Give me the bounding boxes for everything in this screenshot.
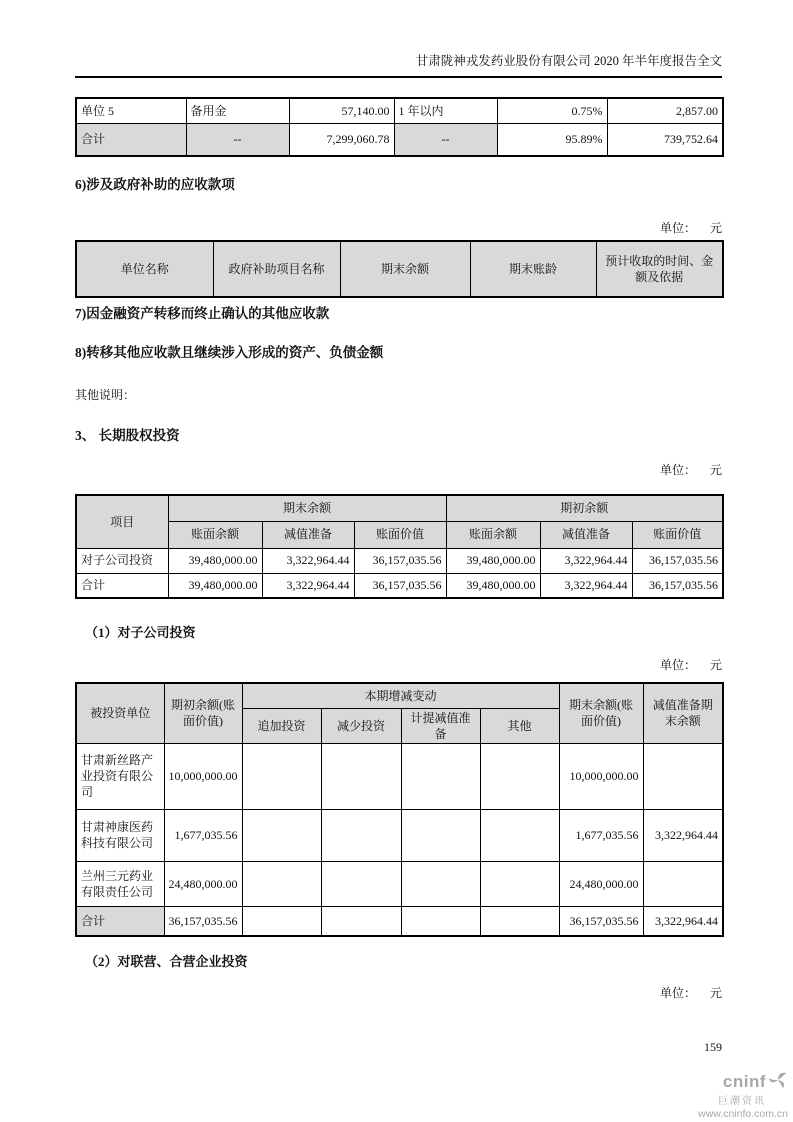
table-row [76, 861, 723, 906]
lt-cell: 36,157,035.56 [354, 548, 446, 573]
unit-note-2 [75, 463, 722, 478]
section-8-heading: 8)转移其他应收款且继续涉入形成的资产、负债金额 [75, 345, 384, 360]
section-6-heading: 6)涉及政府补助的应收款项 [75, 177, 235, 192]
aging-cell-nature: 备用金 [186, 98, 289, 123]
table-row-total [76, 906, 723, 936]
report-running-header [75, 52, 722, 78]
sub-cell [643, 743, 723, 809]
subsidy-header-unit: 单位名称 [76, 241, 213, 297]
sub-cell [242, 809, 321, 861]
sub-cell [401, 809, 480, 861]
unit-value: 元 [709, 221, 722, 235]
sub-cell [401, 861, 480, 906]
cninfo-chinese-name: 巨潮资讯 [718, 1095, 766, 1107]
table-header-row [76, 495, 723, 521]
aging-cell-balance: 57,140.00 [289, 98, 394, 123]
cninfo-swirl-icon [768, 1070, 788, 1095]
other-note: 其他说明： [75, 388, 136, 402]
sub-subheader-add: 追加投资 [242, 708, 321, 743]
lt-row-label: 对子公司投资 [76, 548, 168, 573]
unit-note-4 [75, 986, 722, 1001]
lt-header-beginning-group: 期初余额 [446, 495, 723, 521]
sub-cell: 10,000,000.00 [164, 743, 242, 809]
lt-subheader-book-balance: 账面余额 [168, 521, 262, 548]
sub-total-label: 合计 [76, 906, 164, 936]
sub-row-label: 甘肃神康医药科技有限公司 [76, 809, 164, 861]
cninfo-footer-logo [698, 1070, 788, 1120]
unit-caption: 单位： [659, 463, 696, 477]
unit-note-1 [75, 221, 722, 236]
unit-caption: 单位： [659, 221, 696, 235]
sub-cell: 24,480,000.00 [559, 861, 643, 906]
unit-caption: 单位： [659, 986, 696, 1000]
sub-cell: 10,000,000.00 [559, 743, 643, 809]
sub-cell [480, 906, 559, 936]
subsidy-header-age: 期末账龄 [470, 241, 596, 297]
sub-cell: 1,677,035.56 [559, 809, 643, 861]
sub-cell [401, 743, 480, 809]
sub-cell [242, 743, 321, 809]
aging-total-provision: 739,752.64 [607, 123, 723, 156]
lt-cell: 36,157,035.56 [632, 548, 723, 573]
unit-value: 元 [709, 986, 722, 1000]
aging-total-dash: -- [186, 123, 289, 156]
table-row-total [76, 123, 723, 156]
lt-header-ending-group: 期末余额 [168, 495, 446, 521]
sub-header-end: 期末余额(账面价值) [559, 683, 643, 743]
table-row [76, 548, 723, 573]
sub-cell [321, 743, 401, 809]
sub-cell [242, 861, 321, 906]
lt-total-label: 合计 [76, 573, 168, 598]
table-header-row [76, 241, 723, 297]
lt-cell: 39,480,000.00 [446, 548, 540, 573]
cninfo-brand-line [698, 1070, 788, 1095]
table-row [76, 98, 723, 123]
lt-cell: 3,322,964.44 [262, 548, 354, 573]
sub-cell [480, 861, 559, 906]
subsidy-header-expect: 预计收取的时间、金额及依据 [596, 241, 723, 297]
aging-total-label: 合计 [76, 123, 186, 156]
aging-cell-unit: 单位 5 [76, 98, 186, 123]
sub-row-label: 兰州三元药业有限责任公司 [76, 861, 164, 906]
sub-cell: 36,157,035.56 [164, 906, 242, 936]
unit-caption: 单位： [659, 658, 696, 672]
sub-subheader-impair: 计提减值准备 [401, 708, 480, 743]
unit-note-3 [75, 658, 722, 673]
lt-subheader-impairment: 减值准备 [540, 521, 632, 548]
table-header-row [76, 683, 723, 708]
sub-subheader-other: 其他 [480, 708, 559, 743]
sub-header-investee: 被投资单位 [76, 683, 164, 743]
lt-cell: 3,322,964.44 [540, 573, 632, 598]
sub-cell: 36,157,035.56 [559, 906, 643, 936]
sub-header-change-group: 本期增减变动 [242, 683, 559, 708]
unit-value: 元 [709, 463, 722, 477]
lt-cell: 39,480,000.00 [446, 573, 540, 598]
sub-subheader-reduce: 减少投资 [321, 708, 401, 743]
lt-subheader-book-balance: 账面余额 [446, 521, 540, 548]
section-3-1-heading: （1）对子公司投资 [85, 625, 196, 640]
lt-cell: 39,480,000.00 [168, 548, 262, 573]
lt-cell: 39,480,000.00 [168, 573, 262, 598]
sub-cell [480, 743, 559, 809]
unit-value: 元 [709, 658, 722, 672]
section-7-heading: 7)因金融资产转移而终止确认的其他应收款 [75, 306, 330, 321]
aging-continuation-table [75, 97, 724, 157]
aging-cell-provision: 2,857.00 [607, 98, 723, 123]
sub-row-label: 甘肃新丝路产业投资有限公司 [76, 743, 164, 809]
sub-cell [321, 906, 401, 936]
aging-total-pct: 95.89% [497, 123, 607, 156]
table-row-total [76, 573, 723, 598]
lt-cell: 36,157,035.56 [354, 573, 446, 598]
lt-header-item: 项目 [76, 495, 168, 548]
sub-cell [480, 809, 559, 861]
sub-cell [242, 906, 321, 936]
lt-subheader-book-value: 账面价值 [632, 521, 723, 548]
subsidiaries-table [75, 682, 724, 937]
sub-header-impairment: 减值准备期末余额 [643, 683, 723, 743]
subsidy-receivables-table [75, 240, 724, 298]
sub-cell: 3,322,964.44 [643, 906, 723, 936]
sub-cell: 3,322,964.44 [643, 809, 723, 861]
table-row [76, 809, 723, 861]
subsidy-header-balance: 期末余额 [340, 241, 470, 297]
section-3-heading: 3、 长期股权投资 [75, 428, 180, 443]
sub-cell: 1,677,035.56 [164, 809, 242, 861]
lt-subheader-book-value: 账面价值 [354, 521, 446, 548]
cninfo-wordmark: cninf [722, 1071, 766, 1091]
sub-cell: 24,480,000.00 [164, 861, 242, 906]
aging-cell-age: 1 年以内 [394, 98, 497, 123]
section-3-2-heading: （2）对联营、合营企业投资 [85, 954, 248, 969]
aging-cell-pct: 0.75% [497, 98, 607, 123]
table-subheader-row [76, 521, 723, 548]
sub-cell [401, 906, 480, 936]
sub-cell [321, 861, 401, 906]
sub-cell [321, 809, 401, 861]
report-title: 甘肃陇神戎发药业股份有限公司 2020 年半年度报告全文 [415, 54, 722, 68]
lt-equity-table [75, 494, 724, 599]
sub-header-begin: 期初余额(账面价值) [164, 683, 242, 743]
lt-cell: 3,322,964.44 [540, 548, 632, 573]
table-row [76, 743, 723, 809]
page-number: 159 [704, 1040, 722, 1054]
sub-cell [643, 861, 723, 906]
aging-total-dash2: -- [394, 123, 497, 156]
subsidy-header-project: 政府补助项目名称 [213, 241, 340, 297]
lt-subheader-impairment: 减值准备 [262, 521, 354, 548]
aging-total-balance: 7,299,060.78 [289, 123, 394, 156]
lt-cell: 36,157,035.56 [632, 573, 723, 598]
cninfo-url: www.cninfo.com.cn [698, 1107, 788, 1120]
lt-cell: 3,322,964.44 [262, 573, 354, 598]
